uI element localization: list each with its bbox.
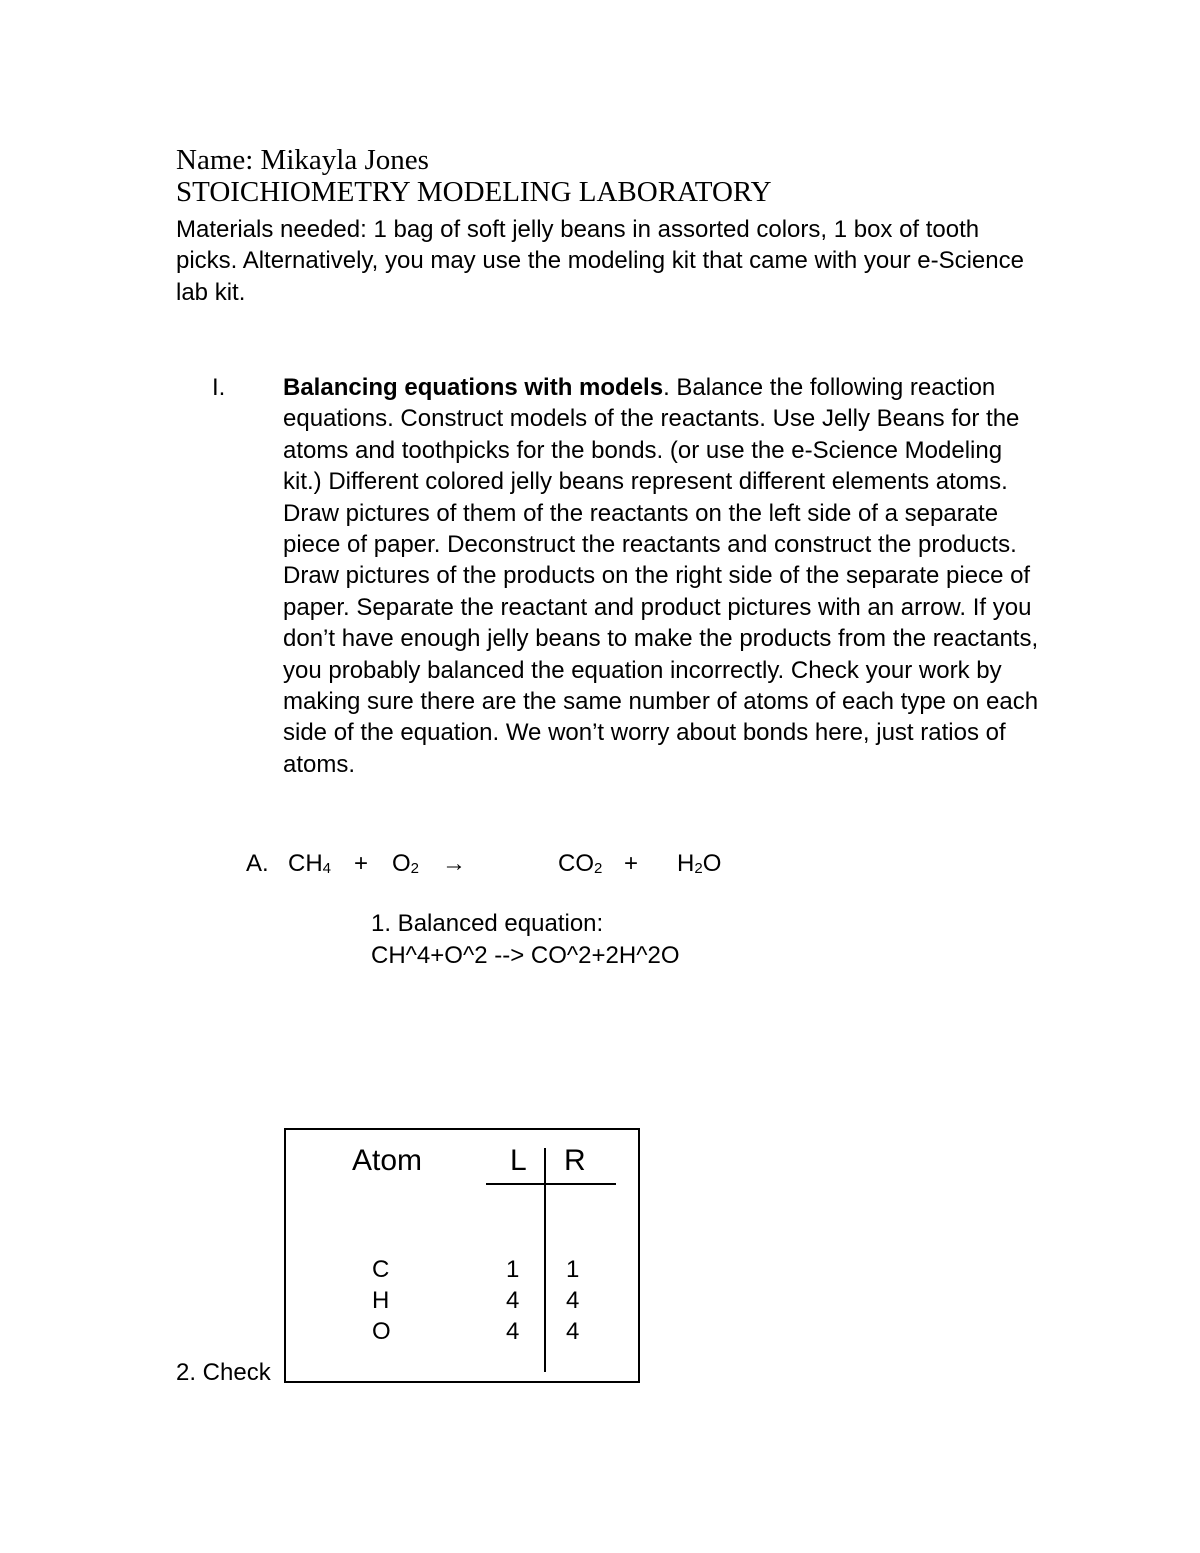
plus-sign: + [354,850,369,877]
section-instructions [283,372,1043,780]
section-numeral: I. [212,374,226,401]
atom-cell: C [372,1256,390,1283]
left-count-cell: 4 [506,1318,520,1345]
equation-label: A. [246,850,269,877]
t-chart-horizontal-line [486,1183,616,1185]
section-heading: Balancing equations with models [283,374,664,401]
reaction-arrow-icon: → [442,850,466,877]
product-carbon-dioxide: $CO_2$ [558,850,603,877]
product-water: $H_2O$ [677,850,722,877]
left-count-cell: 4 [506,1287,520,1314]
equation-a [246,848,746,880]
atom-cell: O [372,1318,391,1345]
plus-sign: + [624,850,639,877]
section-body-text: . Balance the following reaction equations. Construct models of the reactants. Use Jelly Beans for the atoms and toothpicks for the bonds. (or use the e-Science Modeling kit.) Different colored jelly beans represent different elements atoms. Draw pictures of them of the reactants on the left side of a separate piece of paper. Deconstruct the reactants and construct the products. Draw pictures of the products on the right side of the separate piece of paper. Separate the reactant and product pictures with an arrow. If you don’t have enough jelly beans to make the products from the reactants, you probably balanced the equation incorrectly. Check your work by making sure there are the same number of atoms of each type on each side of the equation. We won’t worry about bonds here, just ratios of atoms. [283,374,1039,778]
balanced-equation-heading: 1. Balanced equation: [371,910,604,937]
atom-cell: H [372,1287,390,1314]
reactant-oxygen: $O_2$ [392,850,420,877]
left-column-header: L [510,1144,527,1177]
reactant-methane: $CH_4$ [288,850,332,877]
right-count-cell: 1 [566,1256,580,1283]
student-name: Name: Mikayla Jones [176,144,429,176]
right-column-header: R [564,1144,586,1177]
check-label: 2. Check [176,1359,271,1386]
lab-title: STOICHIOMETRY MODELING LABORATORY [176,176,772,208]
right-count-cell: 4 [566,1287,580,1314]
materials-paragraph: Materials needed: 1 bag of soft jelly beans in assorted colors, 1 box of tooth picks. Alternatively, you may use the modeling kit that came with your e-Science lab kit. [176,216,1024,306]
balanced-equation: CH^4+O^2 --> CO^2+2H^2O [371,942,680,969]
t-chart-vertical-line [544,1148,546,1372]
right-count-cell: 4 [566,1318,580,1345]
atom-count-table [284,1128,640,1383]
atom-column-header: Atom [352,1144,423,1177]
left-count-cell: 1 [506,1256,520,1283]
